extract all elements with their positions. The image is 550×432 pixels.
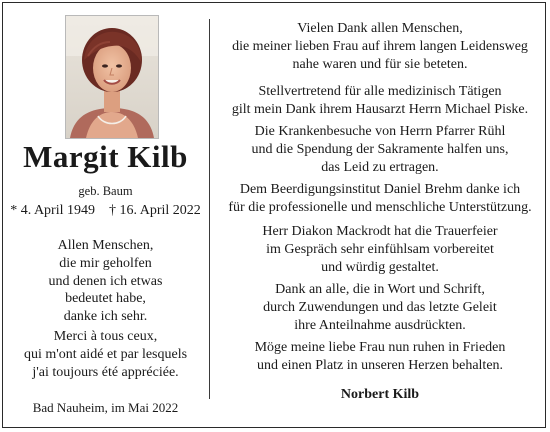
french-thanks-verse (3, 328, 208, 381)
thanks-paragraph (217, 281, 543, 334)
verse-line: Merci à tous ceux, (53, 329, 158, 344)
paragraph-line: Stellvertretend für alle medizinisch Tätigen (258, 84, 502, 99)
paragraph-line: und einen Platz in unseren Herzen behalten. (256, 357, 504, 373)
obituary-notice (2, 2, 546, 428)
left-column (3, 3, 208, 427)
paragraph-line: im Gespräch sehr einfühlsam vorbereitet (266, 241, 494, 257)
paragraph-line: nahe waren und für sie beteten. (292, 56, 468, 72)
place-and-date: Bad Nauheim, im Mai 2022 (32, 400, 179, 415)
column-divider (209, 19, 210, 399)
paragraph-line: Herr Diakon Mackrodt hat die Trauerfeier (262, 224, 498, 239)
thanks-paragraph (217, 83, 543, 119)
paragraph-line: Die Krankenbesuche von Herrn Pfarrer Rühl (254, 124, 506, 139)
verse-line: j'ai toujours été appréciée. (32, 364, 179, 380)
paragraph-line: für die professionelle und menschliche Unterstützung. (228, 199, 532, 215)
verse-line: danke ich sehr. (63, 309, 148, 325)
paragraph-line: Dem Beerdigungsinstitut Daniel Brehm danke ich (239, 182, 521, 197)
thanks-paragraph (217, 223, 543, 276)
signature: Norbert Kilb (340, 387, 420, 402)
paragraph-line: Dank an alle, die in Wort und Schrift, (275, 282, 485, 297)
thanks-paragraph (217, 123, 543, 176)
maiden-name: geb. Baum (78, 184, 133, 198)
verse-line: qui m'ont aidé et par lesquels (23, 346, 188, 362)
paragraph-line: die meiner lieben Frau auf ihrem langen Leidensweg (232, 38, 528, 54)
thanks-paragraph (217, 339, 543, 375)
life-dates (3, 202, 208, 219)
thanks-paragraph (217, 20, 543, 73)
verse-line: bedeutet habe, (65, 291, 146, 307)
verse-line: Allen Menschen, (57, 238, 154, 253)
paragraph-line: das Leid zu ertragen. (321, 159, 439, 175)
right-column (217, 3, 543, 427)
paragraph-line: ihre Anteilnahme ausdrückten. (294, 317, 466, 333)
paragraph-line: gilt mein Dank ihrem Hausarzt Herrn Michael Piske. (231, 101, 529, 117)
verse-line: die mir geholfen (59, 255, 152, 271)
deceased-name: Margit Kilb (23, 139, 188, 174)
paragraph-line: Möge meine liebe Frau nun ruhen in Frieden (254, 340, 506, 355)
birth-date: * 4. April 1949 (10, 203, 95, 218)
thanks-paragraph (217, 181, 543, 217)
paragraph-line: und würdig gestaltet. (321, 259, 439, 275)
paragraph-line: und die Spendung der Sakramente halfen uns, (251, 141, 509, 157)
death-date: † 16. April 2022 (109, 203, 201, 218)
german-thanks-verse (3, 237, 208, 326)
paragraph-line: durch Zuwendungen und das letzte Geleit (263, 299, 497, 315)
verse-line: und denen ich etwas (48, 273, 163, 289)
portrait-photo (65, 15, 159, 139)
paragraph-line: Vielen Dank allen Menschen, (297, 21, 463, 36)
